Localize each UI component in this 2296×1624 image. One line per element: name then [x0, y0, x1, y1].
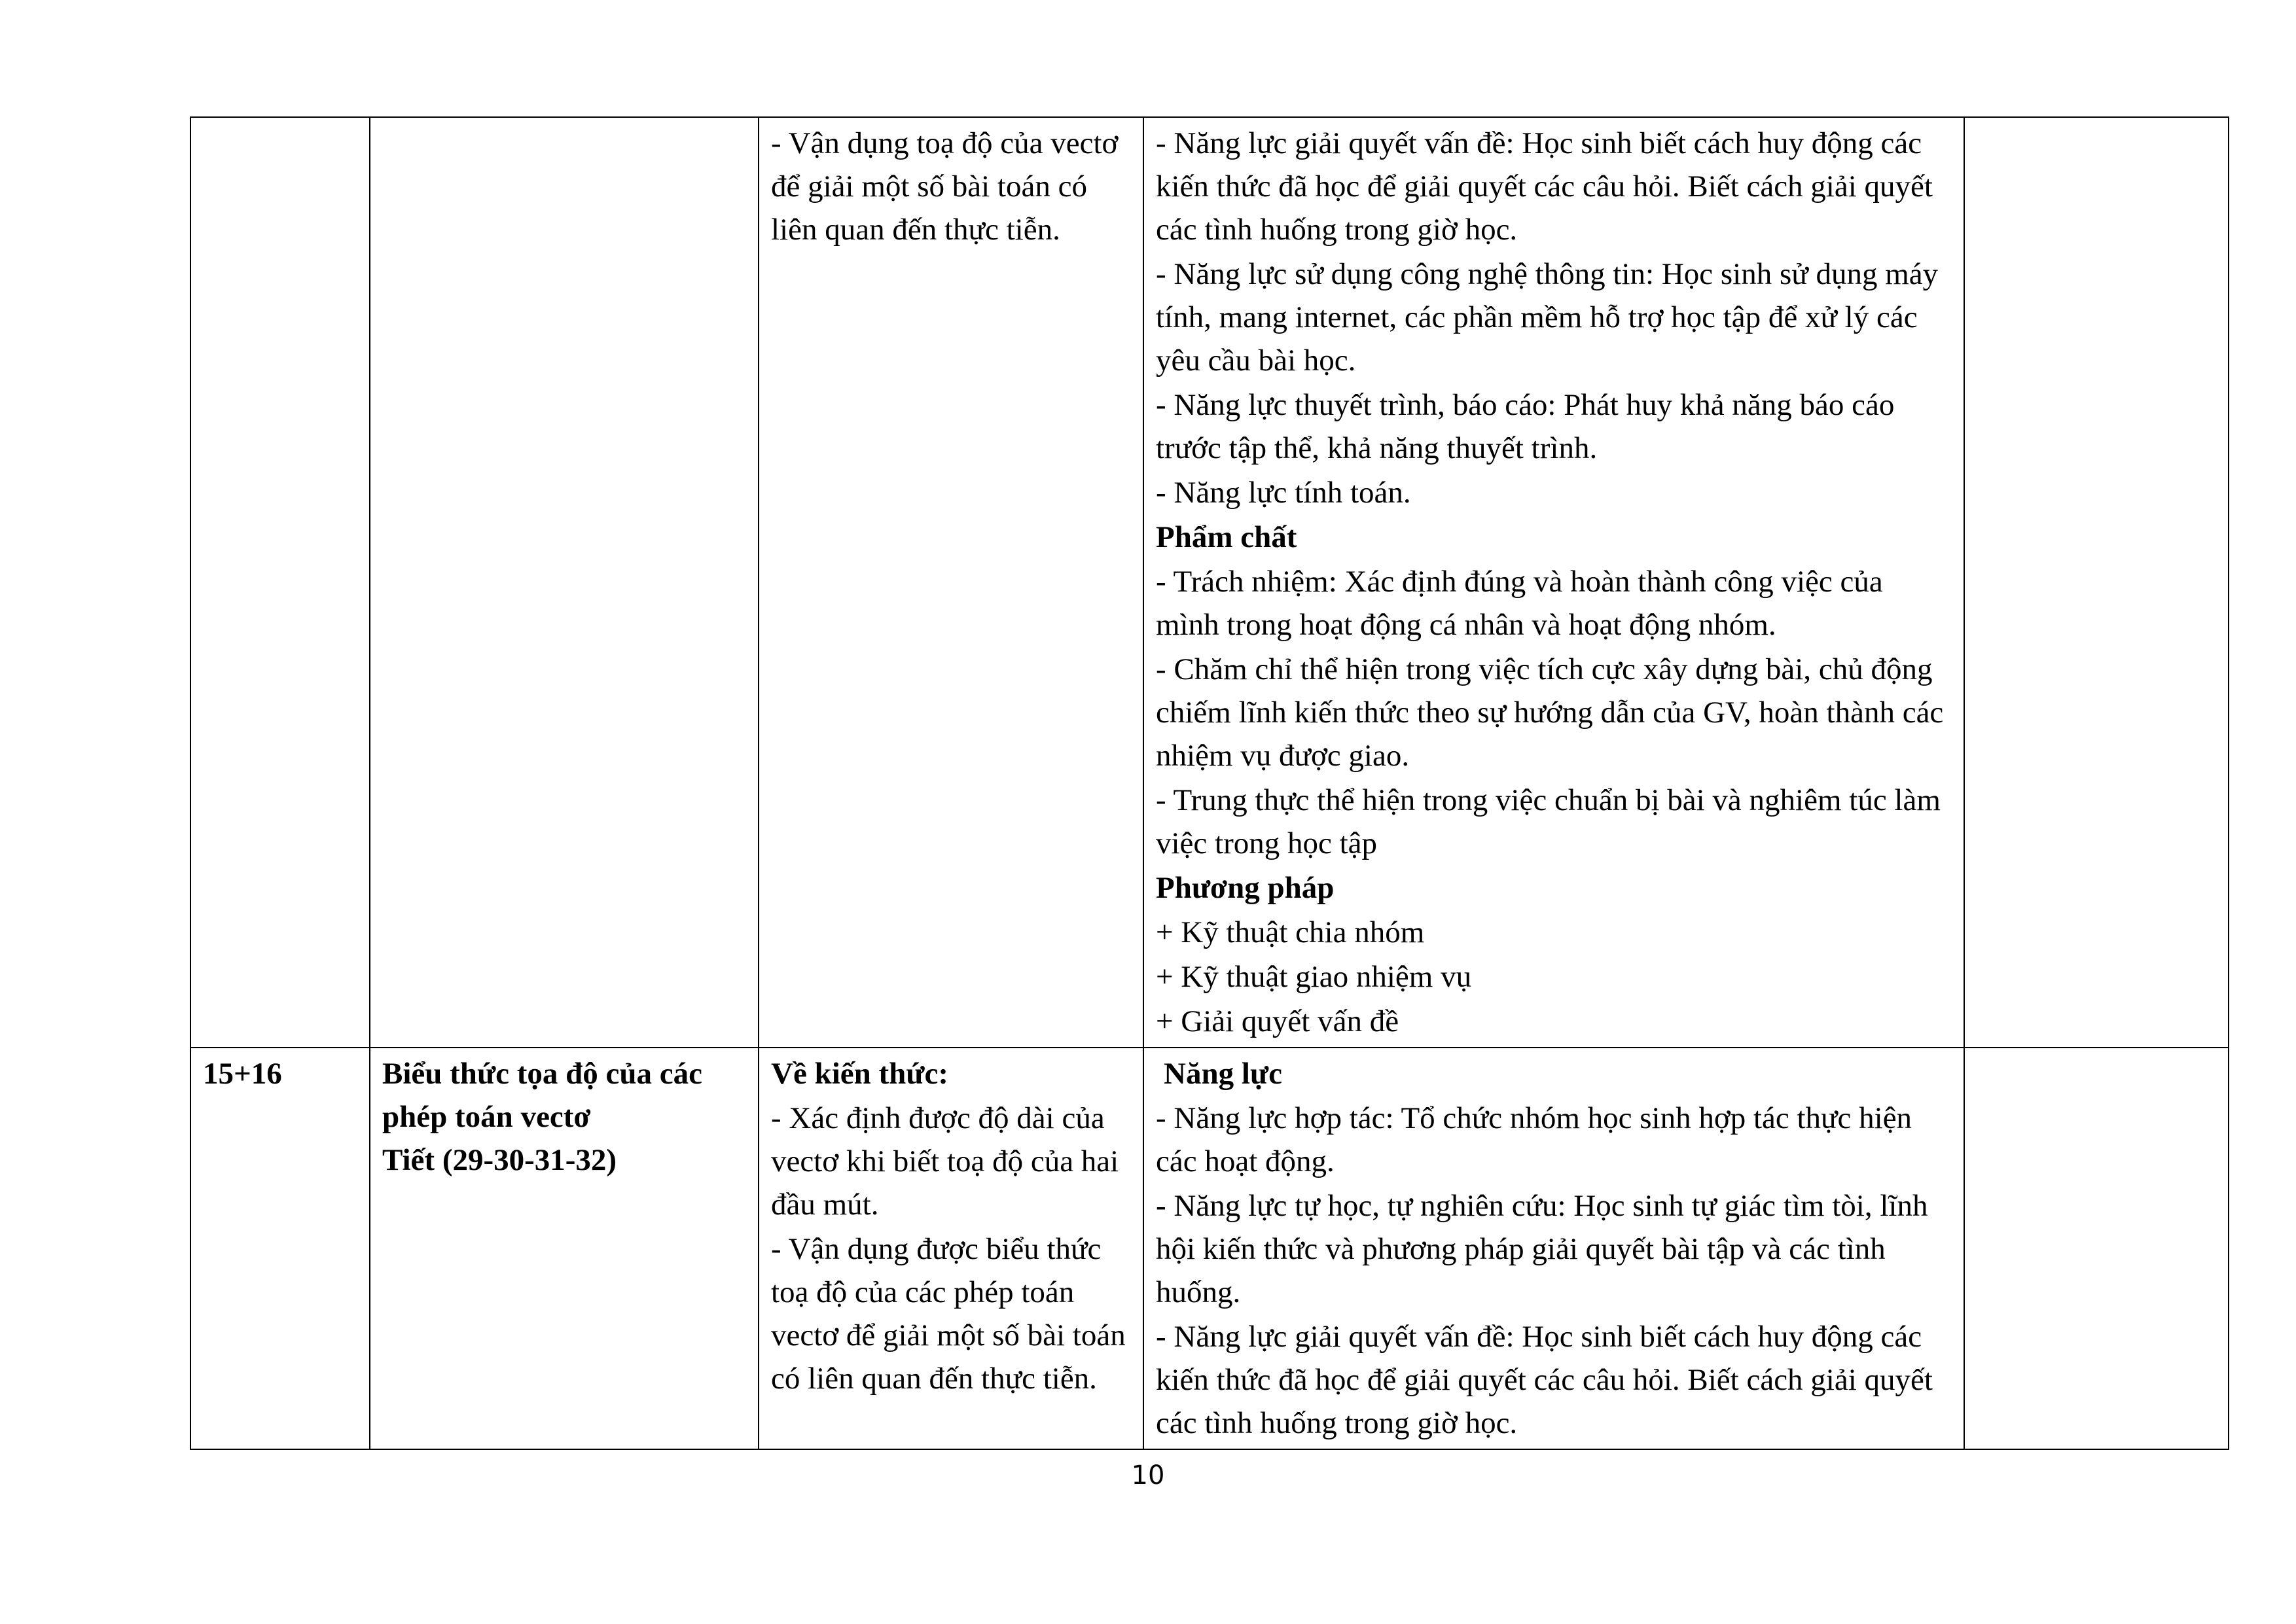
- notes-cell: [1964, 117, 2229, 1048]
- lesson-plan-table: [190, 116, 2229, 1450]
- method-item: + Giải quyết vấn đề: [1156, 1004, 1399, 1038]
- section-heading: Về kiến thức:: [771, 1057, 949, 1091]
- lesson-cell: [370, 117, 759, 1048]
- method-item: + Kỹ thuật chia nhóm: [1156, 915, 1425, 949]
- competencies-cell: [1143, 1048, 1964, 1449]
- table-row: [190, 1048, 2229, 1449]
- competency-item: - Năng lực giải quyết vấn đề: Học sinh biết cách huy động các kiến thức đã học để giải quyết các câu hỏi. Biết cách giải quyết các tình huống trong giờ học.: [1156, 126, 1933, 247]
- requirement-item: - Vận dụng được biểu thức toạ độ của các phép toán vectơ để giải một số bài toán có liên quan đến thực tiễn.: [771, 1232, 1126, 1396]
- competency-item: - Chăm chỉ thể hiện trong việc tích cực xây dựng bài, chủ động chiếm lĩnh kiến thức theo sự hướng dẫn của GV, hoàn thành các nhiệm vụ được giao.: [1156, 652, 1944, 773]
- lesson-cell: [370, 1048, 759, 1449]
- competency-item: - Năng lực hợp tác: Tổ chức nhóm học sinh hợp tác thực hiện các hoạt động.: [1156, 1101, 1912, 1178]
- competency-item: - Trách nhiệm: Xác định đúng và hoàn thành công việc của mình trong hoạt động cá nhân và hoạt động nhóm.: [1156, 565, 1883, 642]
- requirements-cell: [759, 1048, 1143, 1449]
- lesson-periods: Tiết (29-30-31-32): [382, 1143, 617, 1177]
- requirements-cell: [759, 117, 1143, 1048]
- competency-item: - Năng lực sử dụng công nghệ thông tin: Học sinh sử dụng máy tính, mang internet, các phần mềm hỗ trợ học tập để xử lý các yêu cầu bài học.: [1156, 257, 1939, 378]
- method-item: + Kỹ thuật giao nhiệm vụ: [1156, 960, 1472, 994]
- competencies-cell: [1143, 117, 1964, 1048]
- lesson-title: Biểu thức tọa độ của các phép toán vectơ: [382, 1057, 703, 1134]
- notes-cell: [1964, 1048, 2229, 1449]
- competency-item: - Năng lực tự học, tự nghiên cứu: Học sinh tự giác tìm tòi, lĩnh hội kiến thức và phương pháp giải quyết bài tập và các tình huống.: [1156, 1189, 1928, 1309]
- requirement-item: - Xác định được độ dài của vectơ khi biết toạ độ của hai đầu mút.: [771, 1101, 1119, 1222]
- week-cell: [190, 117, 370, 1048]
- section-heading: Phẩm chất: [1156, 520, 1297, 554]
- requirement-item: - Vận dụng toạ độ của vectơ để giải một số bài toán có liên quan đến thực tiễn.: [771, 126, 1119, 247]
- week-cell: 15+16: [190, 1048, 370, 1449]
- page-number: 10: [1131, 1460, 1165, 1491]
- section-heading: Năng lực: [1164, 1057, 1282, 1091]
- table-row: [190, 117, 2229, 1048]
- competency-item: - Trung thực thể hiện trong việc chuẩn bị bài và nghiêm túc làm việc trong học tập: [1156, 783, 1941, 860]
- competency-item: - Năng lực thuyết trình, báo cáo: Phát huy khả năng báo cáo trước tập thể, khả năng thuyết trình.: [1156, 388, 1895, 465]
- competency-item: - Năng lực giải quyết vấn đề: Học sinh biết cách huy động các kiến thức đã học để giải quyết các câu hỏi. Biết cách giải quyết các tình huống trong giờ học.: [1156, 1320, 1933, 1440]
- section-heading: Phương pháp: [1156, 871, 1335, 905]
- competency-item: - Năng lực tính toán.: [1156, 476, 1411, 510]
